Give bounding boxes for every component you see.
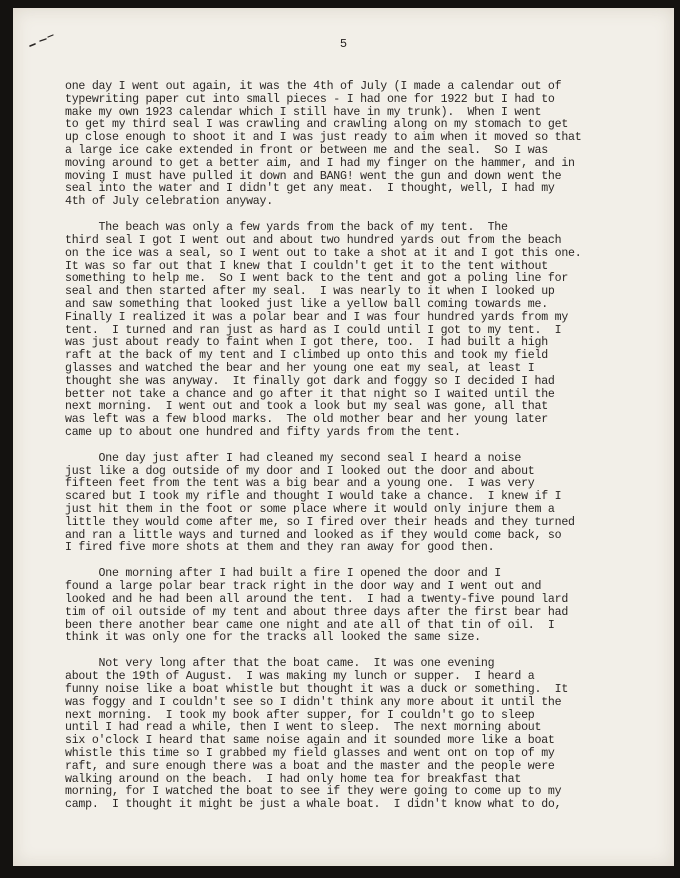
text-line: was left was a few blood marks. The old mother bear and her young later	[65, 413, 548, 427]
text-line: funny noise like a boat whistle but thought it was a duck or something. It	[65, 683, 569, 697]
text-line: It was so far out that I knew that I couldn't get it to the tent without	[65, 259, 548, 273]
document-page	[13, 8, 674, 866]
text-line: next morning. I went out and took a look but my seal was gone, all that	[65, 400, 548, 414]
text-line: make my own 1923 calendar which I still have in my trunk). When I went	[65, 105, 542, 119]
text-line: next morning. I took my book after supper, for I couldn't go to sleep	[65, 708, 535, 722]
text-line: moving around to get a better aim, and I had my finger on the hammer, and in	[65, 156, 575, 170]
text-line: tent. I turned and ran just as hard as I could until I got to my tent. I	[65, 323, 562, 337]
text-line: walking around on the beach. I had only home tea for breakfast that	[65, 772, 522, 786]
text-line: The beach was only a few yards from the back of my tent. The	[65, 221, 508, 235]
text-line: fifteen feet from the tent was a big bear and a young one. I was very	[65, 477, 535, 491]
text-line: morning, for I watched the boat to see if they were going to come up to my	[65, 785, 562, 799]
text-line: One day just after I had cleaned my second seal I heard a noise	[65, 451, 522, 465]
text-line: and ran a little ways and turned and looked as if they would come back, so	[65, 528, 562, 542]
text-line: moving I must have pulled it down and BANG! went the gun and down went the	[65, 169, 562, 183]
text-line: found a large polar bear track right in the door way and I went out and	[65, 580, 542, 594]
text-line: Finally I realized it was a polar bear and I was four hundred yards from my	[65, 310, 569, 324]
text-line: scared but I took my rifle and thought I would take a chance. I knew if I	[65, 490, 562, 504]
paragraph	[65, 222, 665, 440]
text-line: I fired five more shots at them and they ran away for good then.	[65, 541, 495, 555]
page-number: 5	[339, 37, 348, 51]
text-line: better not take a chance and go after it that night so I waited until the	[65, 387, 555, 401]
text-line: glasses and watched the bear and her young one eat my seal, at least I	[65, 361, 535, 375]
text-line: camp. I thought it might be just a whale boat. I didn't know what to do,	[65, 798, 562, 812]
text-line: raft, and sure enough there was a boat and the master and the people were	[65, 759, 555, 773]
text-line: thought she was anyway. It finally got dark and foggy so I decided I had	[65, 374, 555, 388]
text-line: little they would come after me, so I fired over their heads and they turned	[65, 515, 575, 529]
text-line: up close enough to shoot it and I was just ready to aim when it moved so that	[65, 131, 582, 145]
text-line: think it was only one for the tracks all looked the same size.	[65, 631, 481, 645]
text-line: a large ice cake extended in front or between me and the seal. So I was	[65, 143, 548, 157]
text-line: to get my third seal I was crawling and crawling along on my stomach to get	[65, 118, 569, 132]
text-line: on the ice was a seal, so I went out to take a shot at it and I got this one.	[65, 246, 582, 260]
text-line: was just about ready to faint when I got there, too. I had built a high	[65, 336, 548, 350]
text-line: something to help me. So I went back to the tent and got a poling line for	[65, 272, 569, 286]
text-line: just like a dog outside of my door and I looked out the door and about	[65, 464, 535, 478]
text-line: raft at the back of my tent and I climbed up onto this and took my field	[65, 349, 548, 363]
text-line: until I had read a while, then I went to sleep. The next morning about	[65, 721, 542, 735]
text-line: six o'clock I heard that same noise again and it sounded more like a boat	[65, 734, 555, 748]
body-text	[65, 81, 665, 825]
text-line: came up to about one hundred and fifty yards from the tent.	[65, 425, 461, 439]
text-line: 4th of July celebration anyway.	[65, 195, 273, 209]
text-line: been there another bear came one night and ate all of that tin of oil. I	[65, 618, 555, 632]
text-line: third seal I got I went out and about two hundred yards out from the beach	[65, 233, 562, 247]
text-line: one day I went out again, it was the 4th of July (I made a calendar out of	[65, 80, 562, 93]
text-line: One morning after I had built a fire I opened the door and I	[65, 567, 501, 581]
text-line: seal into the water and I didn't get any meat. I thought, well, I had my	[65, 182, 555, 196]
paragraph	[65, 658, 665, 812]
text-line: Not very long after that the boat came. It was one evening	[65, 657, 495, 671]
text-line: was foggy and I couldn't see so I didn't think any more about it until the	[65, 695, 562, 709]
text-line: looked and he had been all around the tent. I had a twenty-five pound lard	[65, 593, 569, 607]
text-line: tim of oil outside of my tent and about three days after the first bear had	[65, 605, 569, 619]
text-line: and saw something that looked just like a yellow ball coming towards me.	[65, 297, 548, 311]
paragraph	[65, 568, 665, 645]
paragraph	[65, 81, 665, 209]
text-line: just hit them in the foot or some place where it would only injure them a	[65, 503, 555, 517]
text-line: typewriting paper cut into small pieces - I had one for 1922 but I had to	[65, 92, 555, 106]
text-line: about the 19th of August. I was making my lunch or supper. I heard a	[65, 670, 535, 684]
paragraph	[65, 453, 665, 555]
text-line: seal and then started after my seal. I was nearly to it when I looked up	[65, 285, 555, 299]
text-line: whistle this time so I grabbed my field glasses and went ont on top of my	[65, 747, 555, 760]
